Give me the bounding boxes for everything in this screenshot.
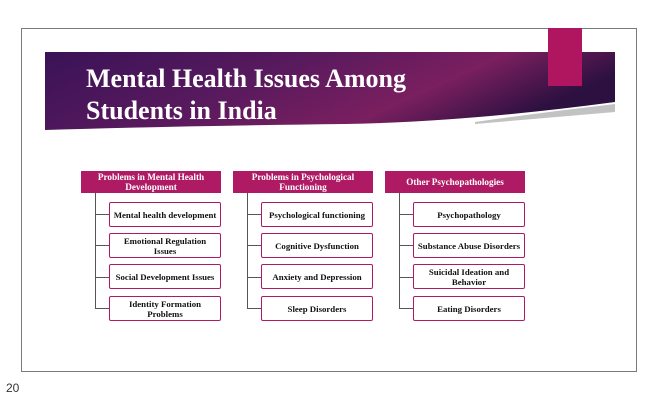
accent-tab [548,28,582,86]
list-item: Cognitive Dysfunction [261,233,373,258]
list-item: Eating Disorders [413,296,525,321]
connector-line [247,214,261,215]
list-item: Sleep Disorders [261,296,373,321]
list-item: Anxiety and Depression [261,264,373,289]
connector-line [247,193,248,309]
list-item: Substance Abuse Disorders [413,233,525,258]
list-item: Psychopathology [413,202,525,227]
page-number: 20 [6,381,20,395]
slide-title: Mental Health Issues Among Students in India [86,64,406,125]
connector-line [95,245,109,246]
list-item: Psychological functioning [261,202,373,227]
connector-line [399,308,413,309]
connector-line [247,277,261,278]
list-item: Suicidal Ideation and Behavior [413,264,525,289]
connector-line [399,245,413,246]
list-item: Social Development Issues [109,264,221,289]
column-header-other-psychopathologies: Other Psychopathologies [385,171,525,193]
connector-line [95,277,109,278]
list-item: Mental health development [109,202,221,227]
connector-line [399,214,413,215]
connector-line [95,214,109,215]
connector-line [95,193,96,309]
column-header-psychological-functioning: Problems in Psychological Functioning [233,171,373,193]
connector-line [247,245,261,246]
connector-line [399,277,413,278]
list-item: Emotional Regulation Issues [109,233,221,258]
connector-line [95,308,109,309]
column-header-mental-health: Problems in Mental Health Development [81,171,221,193]
list-item: Identity Formation Problems [109,296,221,321]
connector-line [247,308,261,309]
connector-line [399,193,400,309]
